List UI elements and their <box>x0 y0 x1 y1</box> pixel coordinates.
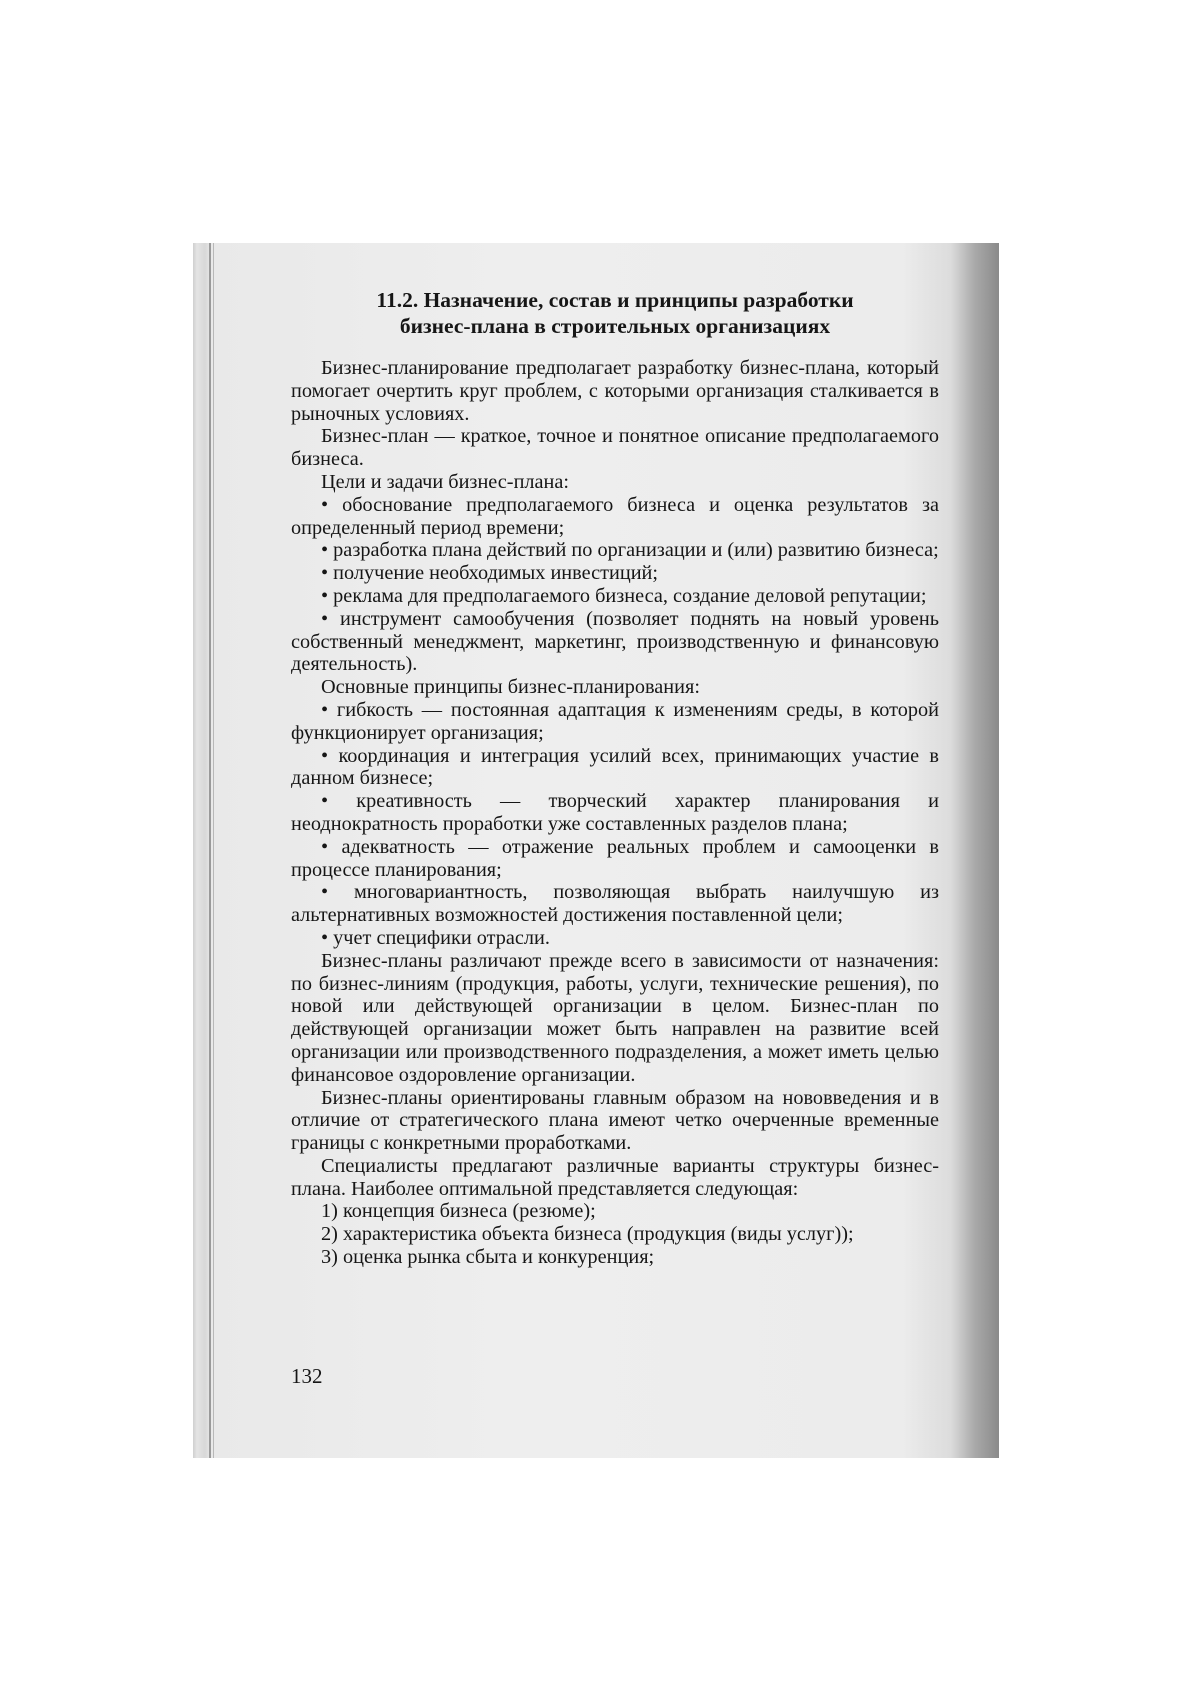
paragraph: Специалисты предлагают различные варианты структуры бизнес-плана. Наиболее оптимальной представляется следующая: <box>291 1154 939 1200</box>
bullet-item: • получение необходимых инвестиций; <box>321 562 659 585</box>
paragraph: Основные принципы бизнес-планирования: <box>321 676 700 699</box>
bullet-item: • креативность — творческий характер планирования и неоднократность проработки уже составленных разделов плана; <box>291 790 939 835</box>
numbered-item: 1) концепция бизнеса (резюме); <box>321 1200 596 1223</box>
bullet-item: • гибкость — постоянная адаптация к изменениям среды, в которой функционирует организация; <box>291 698 939 744</box>
section-heading-line-1: 11.2. Назначение, состав и принципы разработки <box>376 288 854 312</box>
bullet-item: • разработка плана действий по организации и (или) развитию бизнеса; <box>321 539 939 562</box>
paragraph: Бизнес-планы ориентированы главным образом на нововведения и в отличие от стратегического плана имеют четко очерченные временные границы с конкретными проработками. <box>291 1086 939 1155</box>
scanned-page <box>193 243 999 1458</box>
page-text <box>291 287 939 1269</box>
section-heading-line-2: бизнес-плана в строительных организациях <box>399 314 831 338</box>
bullet-item: • учет специфики отрасли. <box>321 926 550 949</box>
bullet-item: • реклама для предполагаемого бизнеса, создание деловой репутации; <box>321 584 927 607</box>
paragraph: Бизнес-планирование предполагает разработку бизнес-плана, который помогает очертить круг проблем, с которыми организация сталкивается в рыночных условиях. <box>291 357 939 425</box>
paragraph: Бизнес-план — краткое, точное и понятное описание предполагаемого бизнеса. <box>291 425 939 471</box>
page-number: 132 <box>291 1364 323 1388</box>
bullet-item: • инструмент самообучения (позволяет поднять на новый уровень собственный менеджмент, маркетинг, производственную и финансовую деятельность). <box>291 607 939 676</box>
paragraph: Цели и задачи бизнес-плана: <box>321 470 570 493</box>
binding-edge-line <box>209 243 211 1458</box>
section-heading <box>291 287 939 339</box>
numbered-item: 2) характеристика объекта бизнеса (продукция (виды услуг)); <box>321 1223 854 1246</box>
bullet-item: • обоснование предполагаемого бизнеса и оценка результатов за определенный период времени; <box>291 493 939 539</box>
bullet-item: • координация и интеграция усилий всех, принимающих участие в данном бизнесе; <box>291 744 939 790</box>
numbered-item: 3) оценка рынка сбыта и конкуренция; <box>321 1246 655 1269</box>
paragraph: Бизнес-планы различают прежде всего в зависимости от назначения: по бизнес-линиям (продукция, работы, услуги, технические решения), по новой или действующей организации в целом. Бизнес-план по действующей организации может быть направлен на развитие всей организации или производственного подразделения, а может иметь целью финансовое оздоровление организации. <box>291 949 939 1086</box>
binding-edge-line <box>213 243 214 1458</box>
bullet-item: • адекватность — отражение реальных проблем и самооценки в процессе планирования; <box>291 835 939 881</box>
bullet-item: • многовариантность, позволяющая выбрать наилучшую из альтернативных возможностей достижения поставленной цели; <box>291 881 939 927</box>
